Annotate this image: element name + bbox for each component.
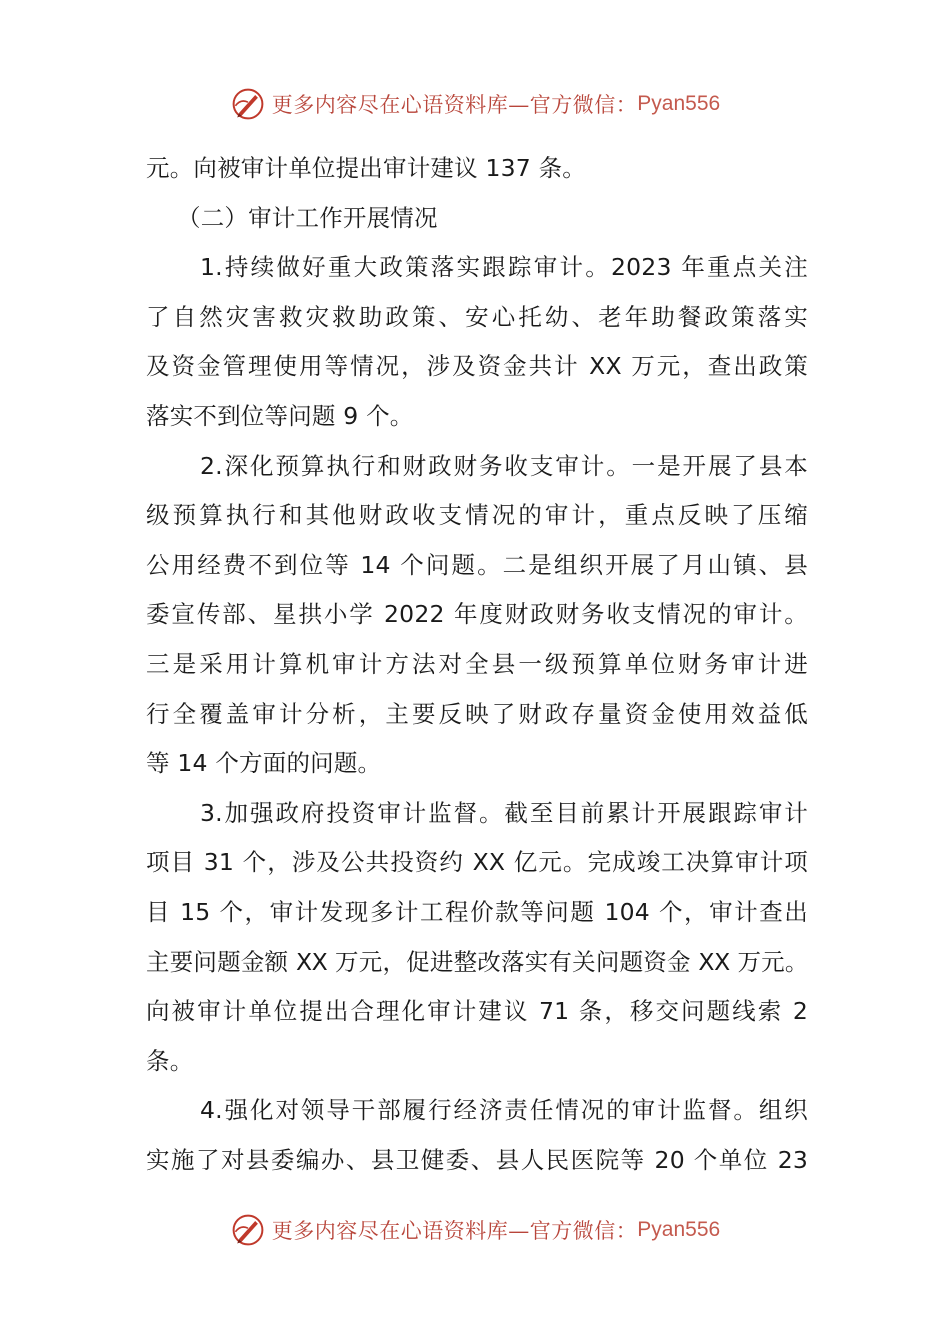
text-line: 及资金管理使用等情况，涉及资金共计 XX 万元，查出政策 [146,352,808,381]
text-line: 向被审计单位提出合理化审计建议 71 条，移交问题线索 2 [146,997,808,1026]
text-line: 行全覆盖审计分析，主要反映了财政存量资金使用效益低 [146,699,808,728]
header-banner [0,84,950,124]
section-heading: （二）审计工作开展情况 [177,203,438,232]
paragraph-first-line: 1.持续做好重大政策落实跟踪审计。2023 年重点关注 [200,253,808,282]
text-line: 实施了对县委编办、县卫健委、县人民医院等 20 个单位 23 [146,1145,808,1174]
pen-logo-icon [230,86,266,122]
text-line: 目 15 个，审计发现多计工程价款等问题 104 个，审计查出 [146,897,808,926]
text-line: 落实不到位等问题 9 个。 [146,401,414,430]
paragraph-first-line: 3.加强政府投资审计监督。截至目前累计开展跟踪审计 [200,798,808,827]
text-line: 元。向被审计单位提出审计建议 137 条。 [146,154,586,182]
banner-text: 更多内容尽在心语资料库—官方微信： [271,1219,638,1243]
pen-logo-icon [230,1212,266,1248]
paragraph-first-line: 2.深化预算执行和财政财务收支审计。一是开展了县本 [200,451,808,480]
wechat-id: Pyan556 [637,92,721,115]
text-line: 三是采用计算机审计方法对全县一级预算单位财务审计进 [146,649,808,678]
footer-banner [0,1210,950,1250]
text-line: 条。 [146,1046,194,1075]
banner-text: 更多内容尽在心语资料库—官方微信： [271,93,638,117]
text-line: 了自然灾害救灾救助政策、安心托幼、老年助餐政策落实 [146,302,808,331]
text-line: 主要问题金额 XX 万元，促进整改落实有关问题资金 XX 万元。 [146,947,808,976]
text-line: 级预算执行和其他财政收支情况的审计，重点反映了压缩 [146,501,808,530]
text-line: 公用经费不到位等 14 个问题。二是组织开展了月山镇、县 [146,550,808,579]
text-line: 等 14 个方面的问题。 [146,749,382,778]
document-body [146,144,808,1185]
text-line: 项目 31 个，涉及公共投资约 XX 亿元。完成竣工决算审计项 [146,848,808,877]
text-line: 委宣传部、星拱小学 2022 年度财政财务收支情况的审计。 [146,600,808,629]
paragraph-first-line: 4.强化对领导干部履行经济责任情况的审计监督。组织 [200,1096,808,1125]
wechat-id: Pyan556 [637,1218,721,1241]
